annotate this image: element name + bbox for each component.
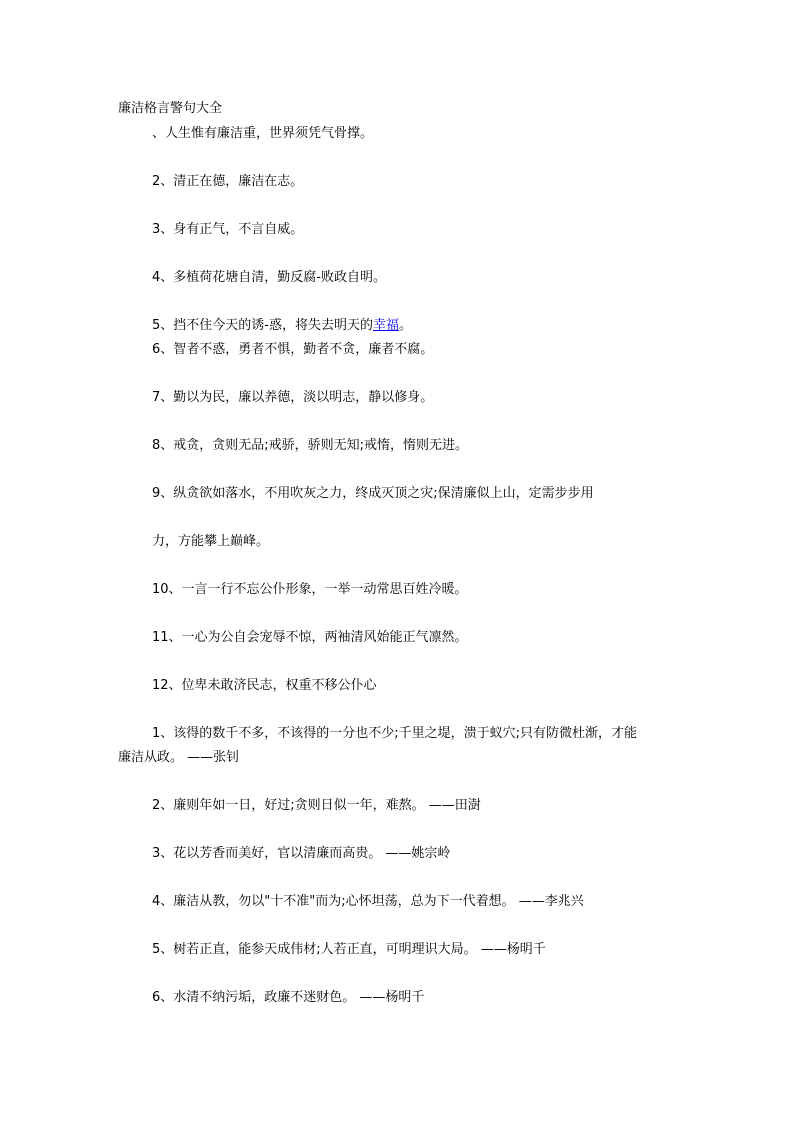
saying-line: 8、戒贪，贪则无品;戒骄，骄则无知;戒惰，惰则无进。 <box>152 438 469 453</box>
quote-line: 2、廉则年如一日，好过;贪则日似一年，难熬。 ——田澍 <box>152 798 481 813</box>
saying-line: 10、一言一行不忘公仆形象，一举一动常思百姓冷暖。 <box>152 582 468 597</box>
quote-line: 6、水清不纳污垢，政廉不迷财色。 ——杨明千 <box>152 990 425 1005</box>
saying-line: 3、身有正气，不言自威。 <box>152 222 304 237</box>
saying-line: 12、位卑未敢济民志，权重不移公仆心 <box>152 678 377 693</box>
saying-line: 7、勤以为民，廉以养德，淡以明志，静以修身。 <box>152 390 434 405</box>
saying-line: 、人生惟有廉洁重，世界须凭气骨撑。 <box>152 126 374 141</box>
quote-line: 4、廉洁从教，勿以"十不准"而为;心怀坦荡，总为下一代着想。 ——李兆兴 <box>152 894 584 909</box>
saying-line: 11、一心为公自会宠辱不惊，两袖清风始能正气凛然。 <box>152 630 468 645</box>
quote-line-continued: 廉洁从政。 ——张钊 <box>118 750 240 765</box>
saying-line: 2、清正在德，廉洁在志。 <box>152 174 304 189</box>
saying-text: 5、挡不住今天的诱-惑，将失去明天的 <box>152 318 373 333</box>
saying-line: 9、纵贪欲如落水，不用吹灰之力，终成灭顶之灾;保清廉似上山，定需步步用 <box>152 486 594 501</box>
saying-text-end: 。 <box>398 318 412 333</box>
saying-line-continued: 力，方能攀上巅峰。 <box>152 534 270 549</box>
saying-line <box>152 318 412 334</box>
quote-line: 5、树若正直，能参天成伟材;人若正直，可明理识大局。 ——杨明千 <box>152 942 546 957</box>
saying-line: 6、智者不惑，勇者不惧，勤者不贪，廉者不腐。 <box>152 342 434 357</box>
document-title: 廉洁格言警句大全 <box>118 101 223 116</box>
happiness-link[interactable]: 幸福 <box>372 318 399 333</box>
quote-line: 3、花以芳香而美好，官以清廉而高贵。 ——姚宗岭 <box>152 846 451 861</box>
quote-line: 1、该得的数千不多，不该得的一分也不少;千里之堤，溃于蚁穴;只有防微杜渐，才能 <box>152 726 638 741</box>
saying-line: 4、多植荷花塘自清，勤反腐-败政自明。 <box>152 270 386 285</box>
